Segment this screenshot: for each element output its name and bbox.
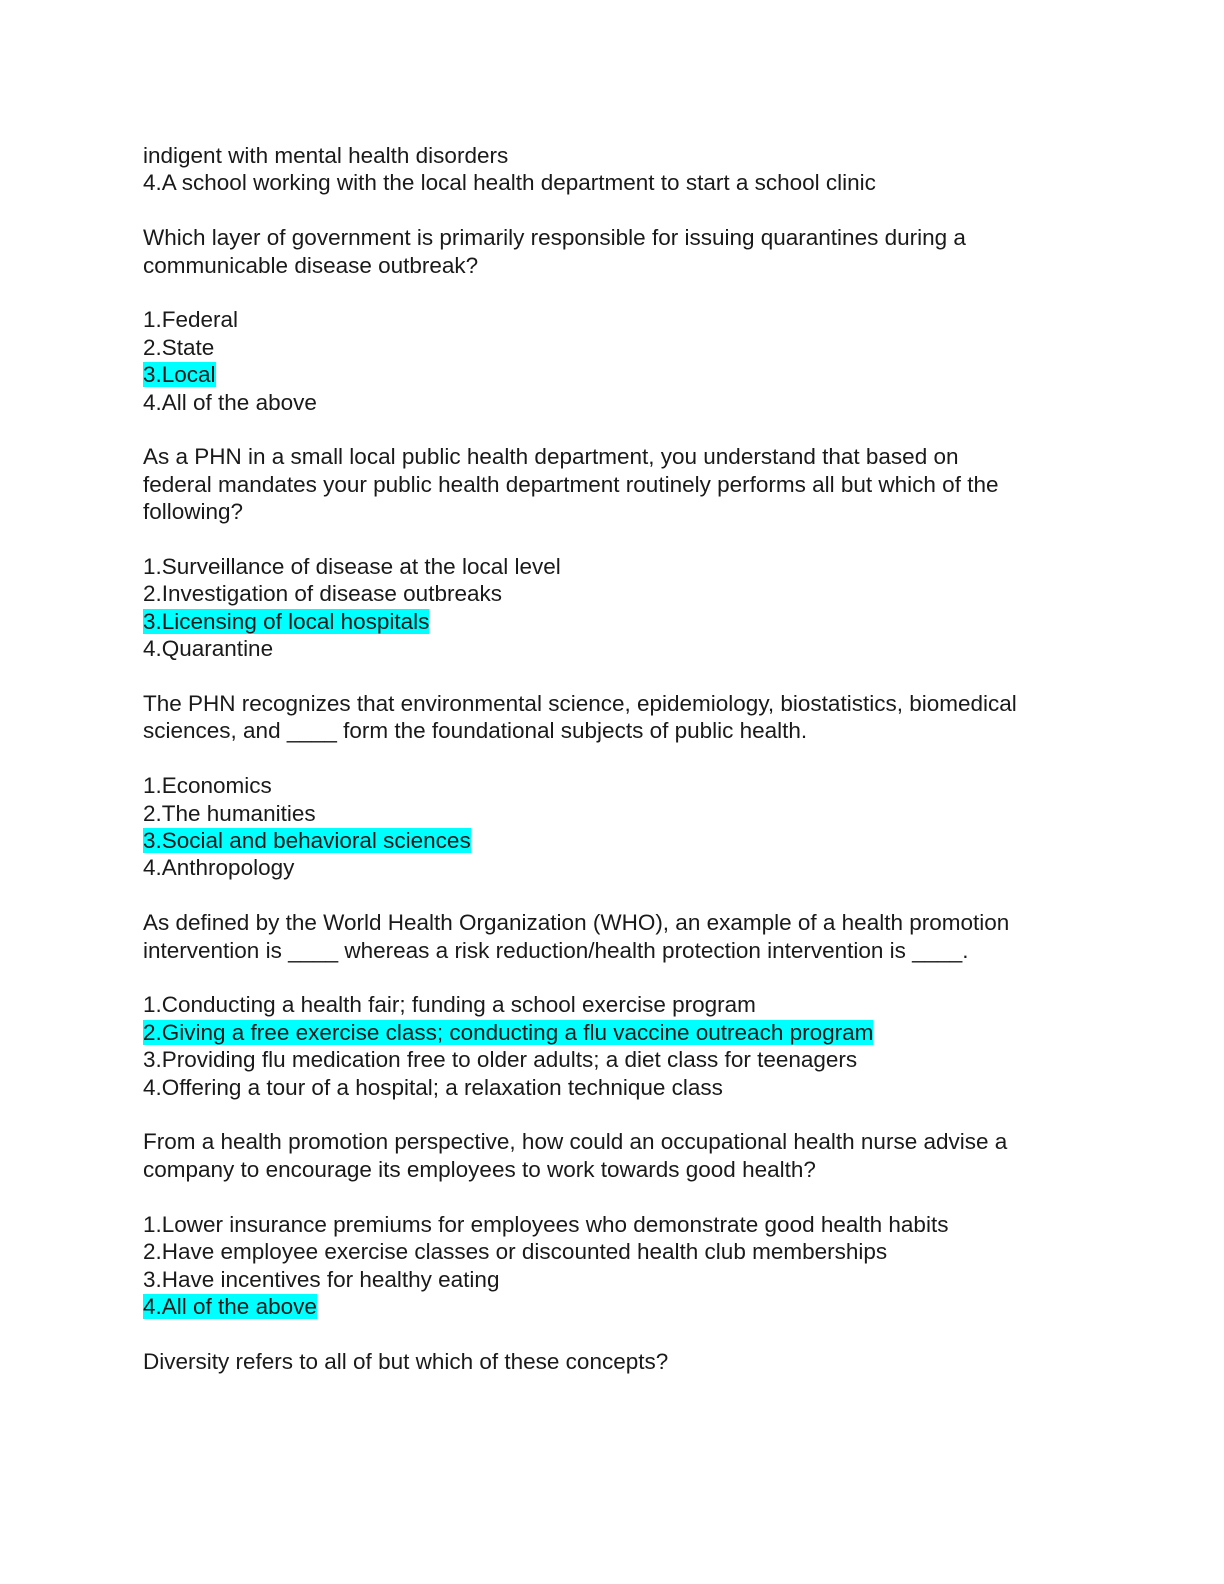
question-block [143, 443, 1103, 662]
spacer [143, 416, 1103, 443]
question-stem-line: company to encourage its employees to work towards good health? [143, 1156, 816, 1182]
spacer [143, 964, 1103, 991]
answer-option-highlighted [143, 1293, 1103, 1320]
question-stem-line: following? [143, 499, 244, 525]
spacer [143, 882, 1103, 909]
intro-line: 4.A school working with the local health department to start a school clinic [143, 170, 876, 196]
spacer [143, 1101, 1103, 1128]
correct-answer-highlight: 3.Local [143, 362, 216, 388]
answer-option: 3.Providing flu medication free to older adults; a diet class for teenagers [143, 1047, 858, 1073]
answer-option: 1.Conducting a health fair; funding a school exercise program [143, 992, 756, 1018]
question-stem-line: intervention is ____ whereas a risk reduction/health protection intervention is ____. [143, 937, 969, 963]
question-block [143, 1128, 1103, 1320]
spacer [143, 1183, 1103, 1210]
question-block [143, 690, 1103, 882]
spacer [143, 663, 1103, 690]
answer-option: 4.Quarantine [143, 636, 274, 662]
question-stem-line: The PHN recognizes that environmental science, epidemiology, biostatistics, biomedical [143, 691, 1017, 717]
answer-option-highlighted [143, 1019, 1103, 1046]
question-stem-line: communicable disease outbreak? [143, 252, 479, 278]
question-stem-line: As defined by the World Health Organization (WHO), an example of a health promotion [143, 910, 1010, 936]
answer-option-highlighted [143, 608, 1103, 635]
question-stem-line: From a health promotion perspective, how could an occupational health nurse advise a [143, 1129, 1008, 1155]
spacer [143, 526, 1103, 553]
answer-option: 1.Federal [143, 307, 239, 333]
question-stem-line: Diversity refers to all of but which of these concepts? [143, 1348, 669, 1374]
correct-answer-highlight: 3.Licensing of local hospitals [143, 608, 430, 634]
question-stem-line: As a PHN in a small local public health department, you understand that based on [143, 444, 959, 470]
answer-option: 1.Economics [143, 773, 272, 799]
spacer [143, 1320, 1103, 1347]
intro-line: indigent with mental health disorders [143, 143, 509, 168]
correct-answer-highlight: 3.Social and behavioral sciences [143, 828, 471, 854]
question-block [143, 909, 1103, 1101]
question-block [143, 224, 1103, 416]
question-block [143, 1348, 1103, 1375]
spacer [143, 197, 1103, 224]
answer-option: 1.Lower insurance premiums for employees who demonstrate good health habits [143, 1211, 949, 1237]
answer-option: 1.Surveillance of disease at the local level [143, 554, 561, 580]
document-page [143, 142, 1103, 1375]
answer-option: 4.Offering a tour of a hospital; a relaxation technique class [143, 1074, 723, 1100]
answer-option: 2.Investigation of disease outbreaks [143, 581, 502, 607]
answer-option: 2.State [143, 334, 215, 360]
answer-option-highlighted [143, 827, 1103, 854]
answer-option: 2.The humanities [143, 800, 316, 826]
question-stem-line: Which layer of government is primarily responsible for issuing quarantines during a [143, 225, 966, 251]
answer-option: 3.Have incentives for healthy eating [143, 1266, 500, 1292]
spacer [143, 279, 1103, 306]
answer-option-highlighted [143, 361, 1103, 388]
question-stem-line: sciences, and ____ form the foundational subjects of public health. [143, 718, 808, 744]
correct-answer-highlight: 2.Giving a free exercise class; conducting a flu vaccine outreach program [143, 1019, 874, 1045]
question-stem-line: federal mandates your public health department routinely performs all but which of the [143, 471, 999, 497]
answer-option: 4.All of the above [143, 389, 317, 415]
correct-answer-highlight: 4.All of the above [143, 1293, 317, 1319]
answer-option: 4.Anthropology [143, 855, 295, 881]
intro-block [143, 142, 1103, 197]
spacer [143, 745, 1103, 772]
answer-option: 2.Have employee exercise classes or discounted health club memberships [143, 1239, 888, 1265]
